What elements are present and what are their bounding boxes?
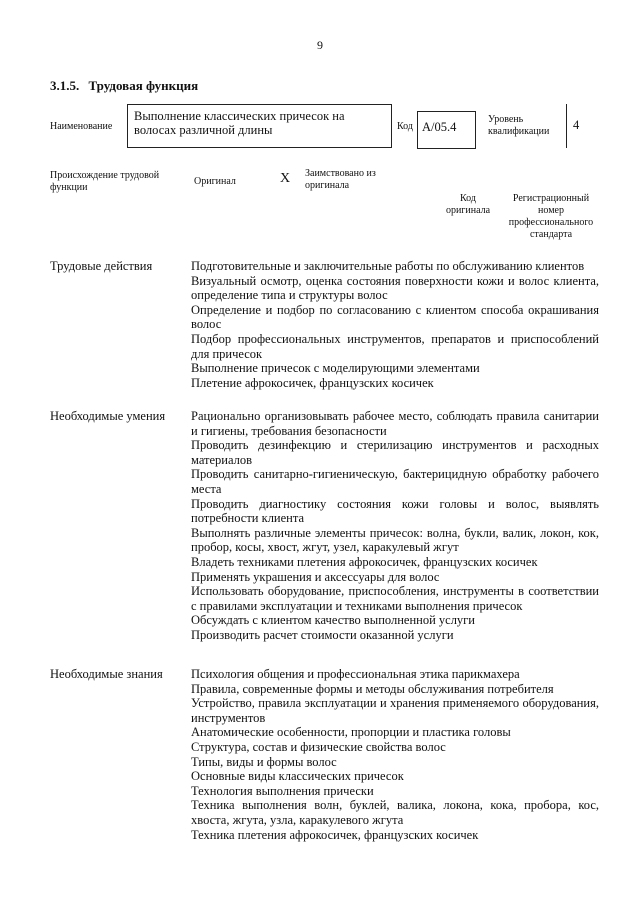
list-item: Проводить санитарно-гигиеническую, бактерицидную обработку рабочего места — [191, 467, 599, 496]
skills-list — [191, 409, 599, 643]
group-label-skills: Необходимые умения — [50, 409, 166, 423]
list-item: Типы, виды и формы волос — [191, 754, 337, 769]
list-item: Устройство, правила эксплуатации и хранения применяемого оборудования, инструментов — [191, 696, 599, 725]
list-item: Анатомические особенности, пропорции и пластика головы — [191, 725, 511, 740]
code-box — [417, 111, 476, 149]
section-title: Трудовая функция — [88, 78, 199, 93]
list-item: Производить расчет стоимости оказанной услуги — [191, 627, 454, 642]
name-value: Выполнение классических причесок на волосах различной длины — [134, 109, 345, 137]
list-item: Выполнять различные элементы причесок: волна, букли, валик, локон, кок, пробор, косы, хвост, жгут, узел, каракулевый жгут — [191, 525, 599, 555]
list-item: Техника выполнения волн, буклей, валика, локона, кока, пробора, кос, хвоста, жгута, узла, каракулевого жгута — [191, 798, 599, 827]
original-mark: X — [280, 171, 291, 186]
code-label: Код — [397, 121, 413, 132]
list-item: Психология общения и профессиональная этика парикмахера — [191, 667, 520, 681]
page-number: 9 — [317, 38, 323, 52]
list-item: Подбор профессиональных инструментов, препаратов и приспособлений для причесок — [191, 331, 599, 361]
name-box — [127, 104, 392, 148]
list-item: Рационально организовывать рабочее место, соблюдать правила санитарии и гигиены, требования безопасности — [191, 409, 599, 438]
list-item: Применять украшения и аксессуары для волос — [191, 569, 440, 584]
group-label-actions: Трудовые действия — [50, 259, 153, 273]
level-value: 4 — [573, 118, 580, 132]
list-item: Обсуждать с клиентом качество выполненной услуги — [191, 613, 475, 628]
list-item: Использовать оборудование, приспособления, инструменты в соответствии с правилами эксплуатации и техниками выполнения причесок — [191, 584, 599, 613]
section-heading — [50, 78, 204, 94]
section-number: 3.1.5. — [50, 78, 80, 93]
knowledge-list — [191, 667, 599, 842]
list-item: Основные виды классических причесок — [191, 769, 404, 784]
origin-label: Происхождение трудовой функции — [50, 170, 160, 193]
list-item: Технология выполнения прически — [191, 783, 374, 798]
list-item: Владеть техниками плетения афрокосичек, французских косичек — [191, 554, 538, 569]
borrowed-label: Заимствовано из оригинала — [305, 168, 376, 191]
code-value: А/05.4 — [422, 120, 457, 134]
level-box — [566, 104, 609, 148]
list-item: Подготовительные и заключительные работы по обслуживанию клиентов — [191, 259, 585, 273]
list-item: Правила, современные формы и методы обслуживания потребителя — [191, 681, 554, 696]
group-label-knowledge: Необходимые знания — [50, 667, 163, 681]
list-item: Структура, состав и физические свойства волос — [191, 739, 446, 754]
list-item: Визуальный осмотр, оценка состояния поверхности кожи и волос клиента, определение типа и структуры волос — [191, 273, 599, 303]
original-label: Оригинал — [194, 176, 236, 187]
level-label: Уровень квалификации — [488, 114, 550, 137]
name-label: Наименование — [50, 121, 113, 132]
actions-list — [191, 259, 599, 390]
list-item: Проводить дезинфекцию и стерилизацию инструментов и расходных материалов — [191, 438, 599, 467]
list-item: Техника плетения афрокосичек, французских косичек — [191, 827, 479, 842]
list-item: Плетение афрокосичек, французских косичек — [191, 375, 434, 390]
list-item: Проводить диагностику состояния кожи головы и волос, выявлять потребности клиента — [191, 496, 599, 526]
list-item: Определение и подбор по согласованию с клиентом способа окрашивания волос — [191, 302, 599, 332]
reg-number-label: Регистрационный номер профессионального стандарта — [508, 193, 594, 240]
list-item: Выполнение причесок с моделирующими элементами — [191, 361, 480, 376]
code-original-label: Код оригинала — [445, 193, 491, 216]
